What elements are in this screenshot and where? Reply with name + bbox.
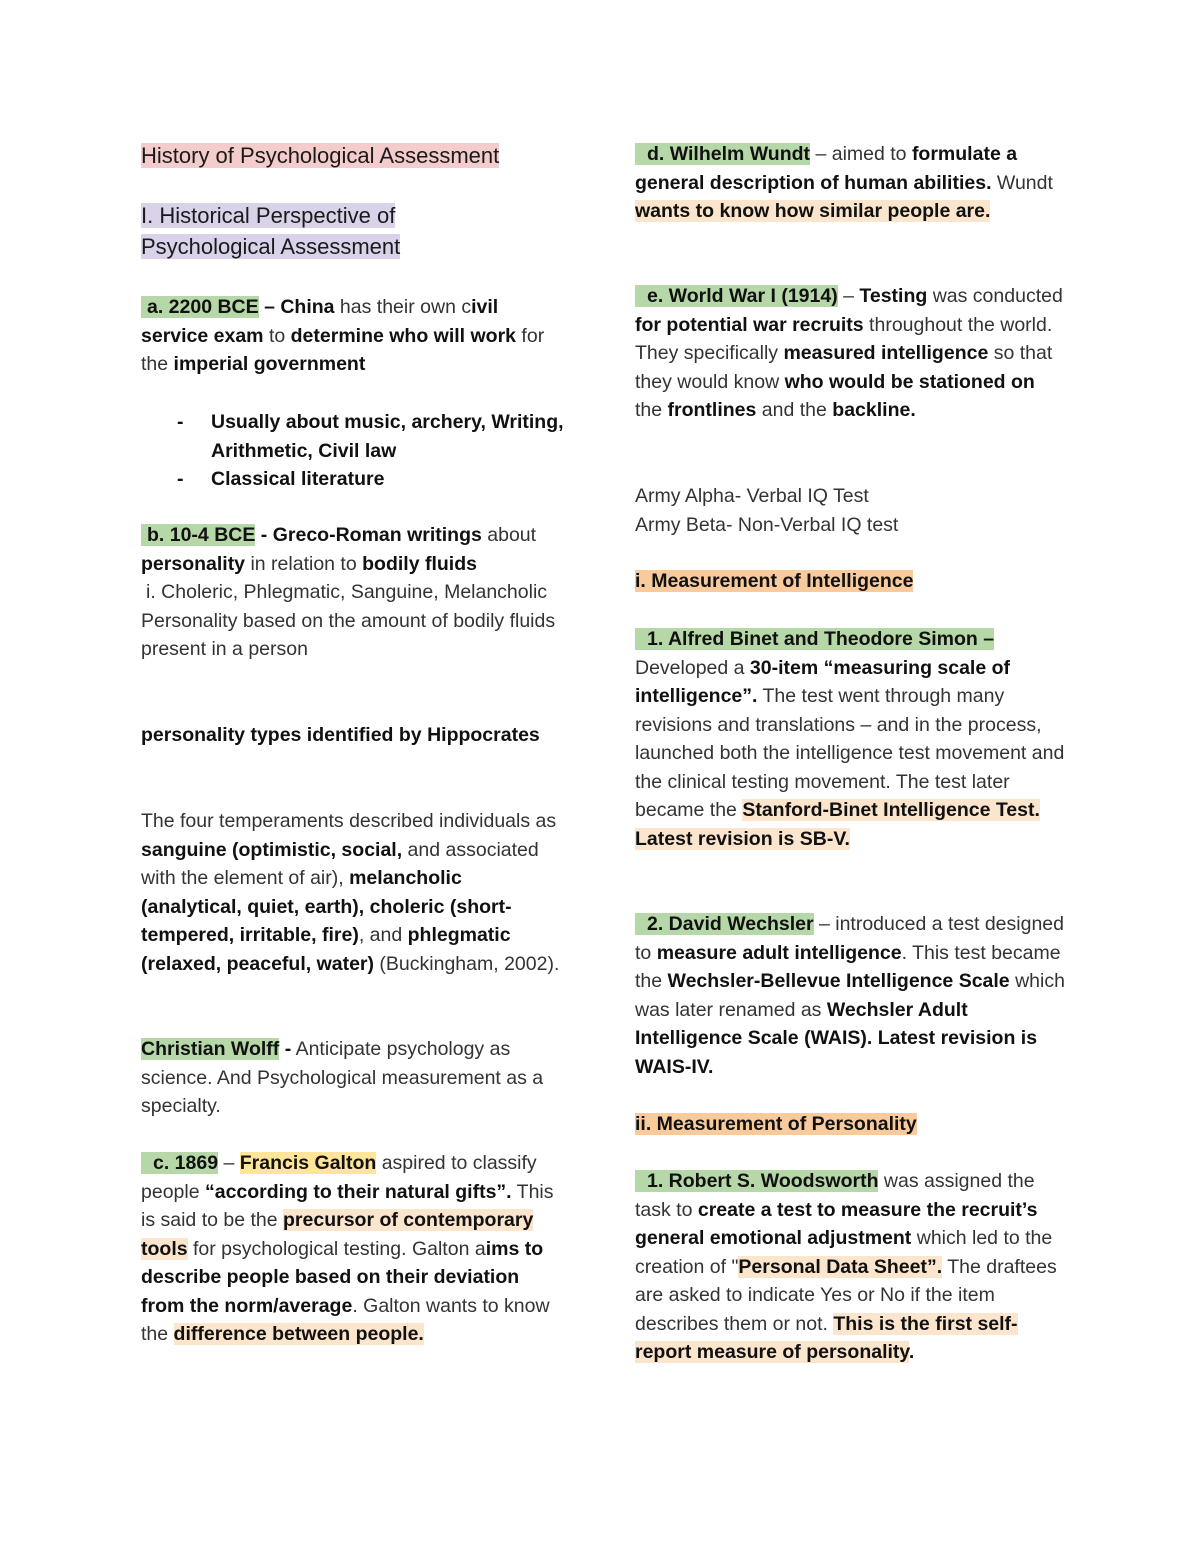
item-a-bullets — [141, 408, 566, 494]
wechsler-paragraph: 2. David Wechsler – introduced a test designed to measure adult intelligence. This test became the Wechsler-Bellevue Intelligence Scale which was later renamed as Wechsler Adult Intelligence Scale (WAIS). Latest revision is WAIS-IV. — [635, 913, 1065, 1078]
list-item: - Usually about music, archery, Writing, Arithmetic, Civil law — [141, 408, 566, 465]
item-e-label: e. World War I (1914) — [635, 285, 838, 307]
item-a-label: a. 2200 BCE — [141, 296, 259, 318]
item-d-paragraph: d. Wilhelm Wundt – aimed to formulate a general description of human abilities. Wundt wants to know how similar people are. — [635, 143, 1053, 222]
galton-highlight: Francis Galton — [239, 1152, 377, 1174]
binet-label: 1. Alfred Binet and Theodore Simon – — [635, 628, 994, 650]
item-b-paragraph: b. 10-4 BCE - Greco-Roman writings about personality in relation to bodily fluids i. Choleric, Phlegmatic, Sanguine, Melancholic Personality based on the amount of bodily fluids present in a person — [141, 524, 556, 660]
item-c-label: c. 1869 — [141, 1152, 218, 1174]
list-item: Army Alpha- Verbal IQ Test — [635, 485, 869, 507]
binet-paragraph: 1. Alfred Binet and Theodore Simon – Developed a 30-item “measuring scale of intelligence”. The test went through many revisions and translations – and in the process, launched both the intelligence test movement and the clinical testing movement. The test later became the Stanford-Binet Intelligence Test. Latest revision is SB-V. — [635, 628, 1065, 850]
item-e-paragraph: e. World War I (1914) – Testing was conducted for potential war recruits throughout the world. They specifically measured intelligence so that they would know who would be stationed on the frontlines and the backline. — [635, 285, 1063, 421]
wolff-label: Christian Wolff — [141, 1038, 280, 1060]
section-heading-historical: I. Historical Perspective of Psychological Assessment — [141, 203, 401, 259]
wechsler-label: 2. David Wechsler — [635, 913, 814, 935]
intelligence-heading: i. Measurement of Intelligence — [635, 570, 914, 592]
temperaments-paragraph: The four temperaments described individuals as sanguine (optimistic, social, and associated with the element of air), melancholic (analytical, quiet, earth), choleric (short-tempered, irritable, fire), and phlegmatic (relaxed, peaceful, water) (Buckingham, 2002). — [141, 810, 560, 975]
list-item: Army Beta- Non-Verbal IQ test — [635, 513, 899, 536]
item-d-label: d. Wilhelm Wundt — [635, 143, 810, 165]
list-item: - Classical literature — [141, 465, 566, 494]
item-a-paragraph: a. 2200 BCE – China has their own civil service exam to determine who will work for the imperial government — [141, 296, 545, 375]
item-b-label: b. 10-4 BCE — [141, 524, 255, 546]
hippocrates-heading: personality types identified by Hippocrates — [141, 724, 540, 746]
woodsworth-paragraph: 1. Robert S. Woodsworth was assigned the task to create a test to measure the recruit’s general emotional adjustment which led to the creation of "Personal Data Sheet”. The draftees are asked to indicate Yes or No if the item describes them or not. This is the first self-report measure of personality. — [635, 1170, 1057, 1363]
document-title: History of Psychological Assessment — [141, 143, 500, 168]
personality-heading: ii. Measurement of Personality — [635, 1113, 917, 1135]
army-tests — [635, 482, 1065, 539]
wolff-paragraph: Christian Wolff - Anticipate psychology as science. And Psychological measurement as a specialty. — [141, 1038, 544, 1117]
woodsworth-label: 1. Robert S. Woodsworth — [635, 1170, 878, 1192]
item-b-subitem: i. Choleric, Phlegmatic, Sanguine, Melancholic Personality based on the amount of bodily fluids present in a person — [141, 581, 556, 660]
item-c-paragraph: c. 1869 – Francis Galton aspired to classify people “according to their natural gifts”. This is said to be the precursor of contemporary tools for psychological testing. Galton aims to describe people based on their deviation from the norm/average. Galton wants to know the difference between people. — [141, 1152, 554, 1345]
